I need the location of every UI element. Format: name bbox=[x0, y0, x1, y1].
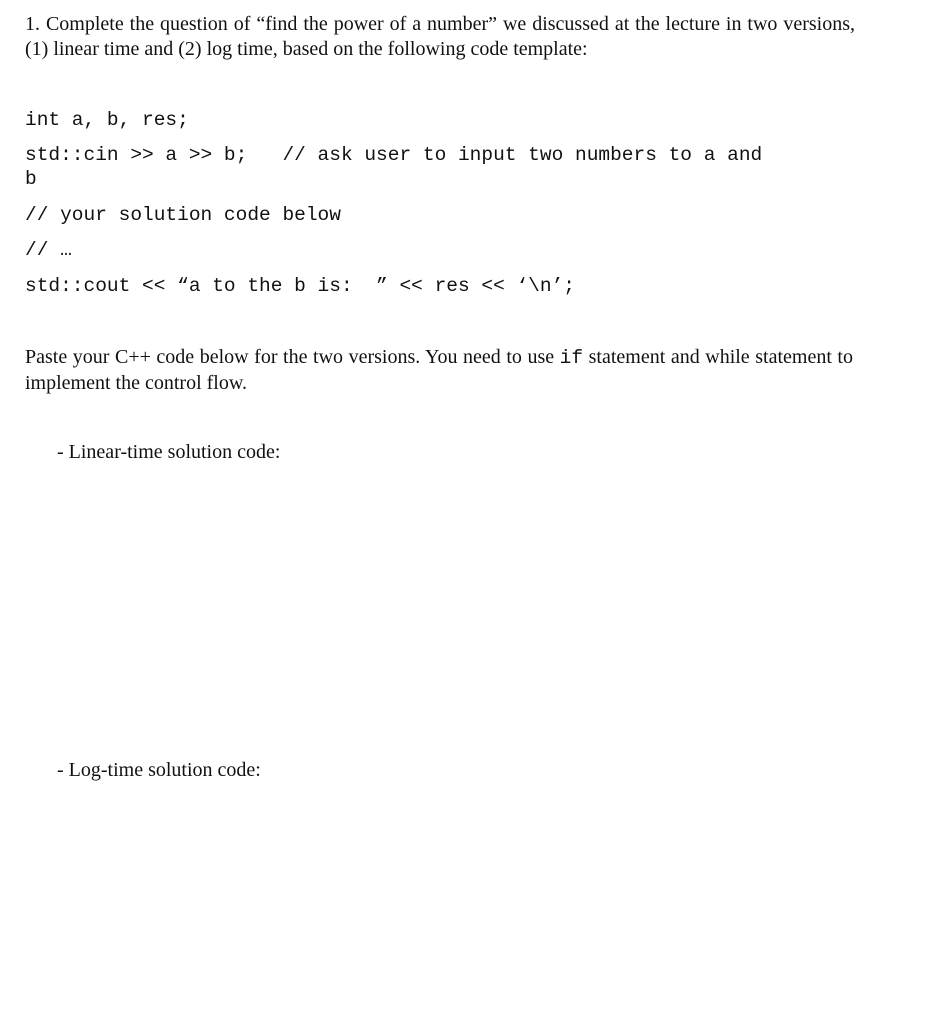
code-line-comment-ellipsis: // … bbox=[25, 239, 72, 261]
code-line-comment-solution: // your solution code below bbox=[25, 204, 341, 226]
code-line-cout: std::cout << “a to the b is: ” << res << ‘\n’; bbox=[25, 275, 575, 297]
instructions-keyword-if: if bbox=[559, 347, 584, 369]
instructions-part1: Paste your C++ code below for the two versions. You need to use bbox=[25, 346, 560, 368]
code-line-cin: std::cin >> a >> b; // ask user to input two numbers to a and bbox=[25, 144, 763, 166]
paste-instructions bbox=[25, 345, 853, 396]
question-intro: 1. Complete the question of “find the power of a number” we discussed at the lecture in two versions, (1) linear time and (2) log time, based on the following code template: bbox=[25, 13, 855, 60]
code-line-cin-wrap: b bbox=[25, 168, 37, 190]
log-solution-label: - Log-time solution code: bbox=[57, 759, 261, 781]
linear-solution-label: - Linear-time solution code: bbox=[57, 441, 281, 463]
instructions-part2: statement and while statement to implement the control flow. bbox=[25, 346, 853, 394]
code-line-declaration: int a, b, res; bbox=[25, 109, 189, 131]
